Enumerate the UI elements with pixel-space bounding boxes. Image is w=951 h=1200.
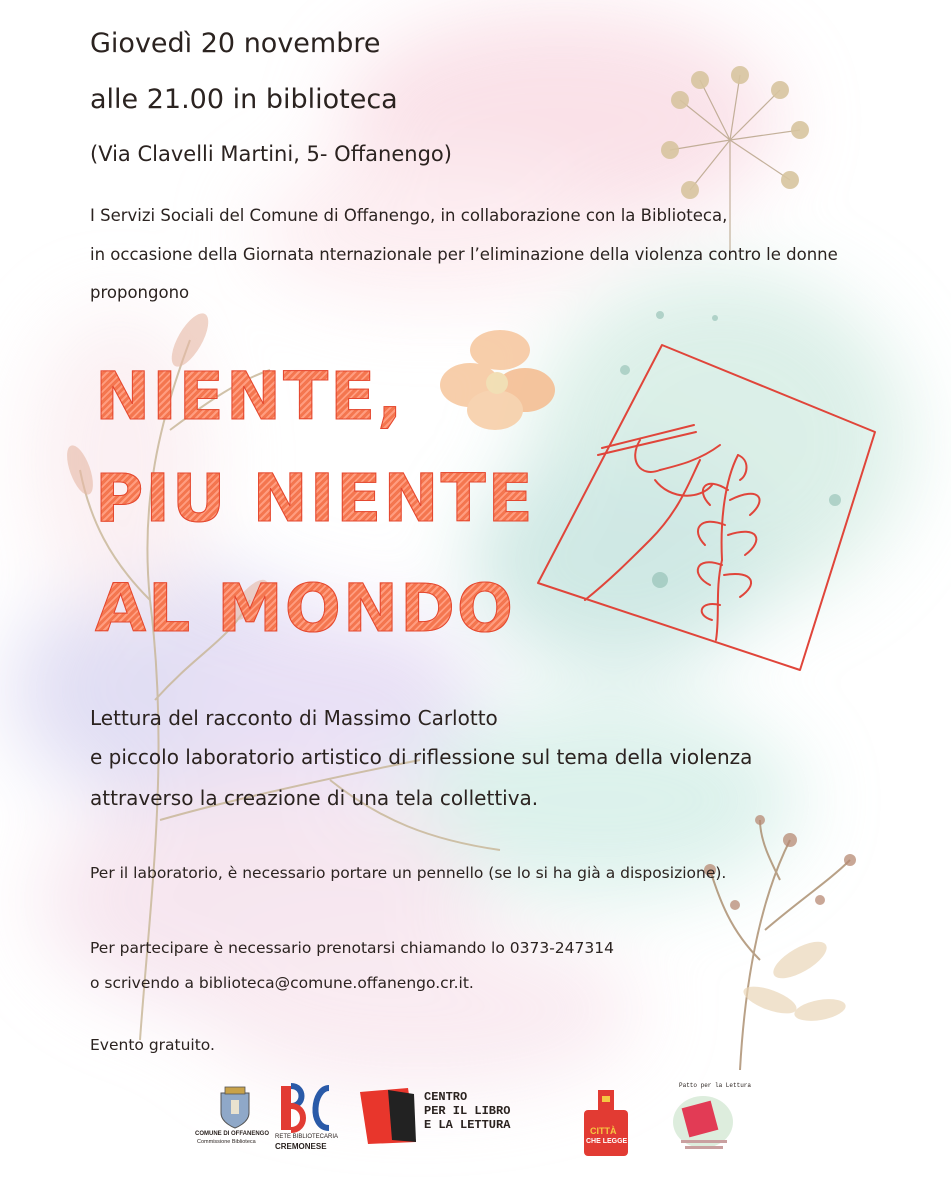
booking-phone: Per partecipare è necessario prenotarsi chiamando lo 0373-247314 bbox=[90, 939, 614, 957]
rete-line-2: CREMONESE bbox=[275, 1142, 327, 1151]
citta-line-2: CHE LEGGE bbox=[586, 1138, 628, 1145]
book-icon bbox=[358, 1086, 418, 1146]
free-event-note: Evento gratuito. bbox=[90, 1036, 215, 1054]
sponsor-logos bbox=[0, 1080, 951, 1180]
comune-subtitle: Commissione Biblioteca bbox=[197, 1139, 256, 1145]
booking-email: o scrivendo a biblioteca@comune.offanengo.cr.it. bbox=[90, 974, 474, 992]
intro-line-2: in occasione della Giornata nternazionale per l’eliminazione della violenza contro le donne bbox=[90, 245, 838, 264]
intro-line-1: I Servizi Sociali del Comune di Offanengo, in collaborazione con la Biblioteca, bbox=[90, 206, 728, 225]
workshop-note: Per il laboratorio, è necessario portare un pennello (se lo si ha già a disposizione). bbox=[90, 864, 727, 882]
event-date: Giovedì 20 novembre bbox=[90, 28, 381, 59]
comune-logo bbox=[195, 1085, 275, 1145]
title-line-2: PIU NIENTE bbox=[95, 460, 535, 537]
comune-name: COMUNE DI OFFANENGO bbox=[195, 1131, 270, 1137]
rete-bibliotecaria-logo bbox=[275, 1082, 345, 1157]
citta-che-legge-logo bbox=[580, 1088, 632, 1158]
rete-line-1: RETE BIBLIOTECARIA bbox=[275, 1134, 339, 1140]
centro-line-3: E LA LETTURA bbox=[424, 1118, 511, 1132]
event-address: (Via Clavelli Martini, 5- Offanengo) bbox=[90, 142, 452, 166]
rbc-icon bbox=[275, 1082, 335, 1134]
event-time: alle 21.00 in biblioteca bbox=[90, 84, 398, 115]
centro-line-2: PER IL LIBRO bbox=[424, 1104, 511, 1118]
patto-icon bbox=[665, 1090, 745, 1160]
centro-libro-logo bbox=[358, 1086, 538, 1146]
title-line-3: AL MONDO bbox=[95, 570, 516, 647]
title-line-1: NIENTE, bbox=[95, 358, 405, 435]
centro-line-1: CENTRO bbox=[424, 1090, 468, 1104]
patto-lettura-logo bbox=[665, 1082, 752, 1162]
description-line-3: attraverso la creazione di una tela collettiva. bbox=[90, 786, 539, 810]
crest-icon bbox=[195, 1085, 275, 1130]
citta-line-1: CITTÀ bbox=[590, 1126, 617, 1136]
intro-line-3: propongono bbox=[90, 283, 190, 302]
patto-title: Patto per la Lettura bbox=[679, 1082, 752, 1089]
description-line-1: Lettura del racconto di Massimo Carlotto bbox=[90, 706, 498, 730]
description-line-2: e piccolo laboratorio artistico di riflessione sul tema della violenza bbox=[90, 745, 753, 769]
city-icon bbox=[580, 1088, 632, 1158]
